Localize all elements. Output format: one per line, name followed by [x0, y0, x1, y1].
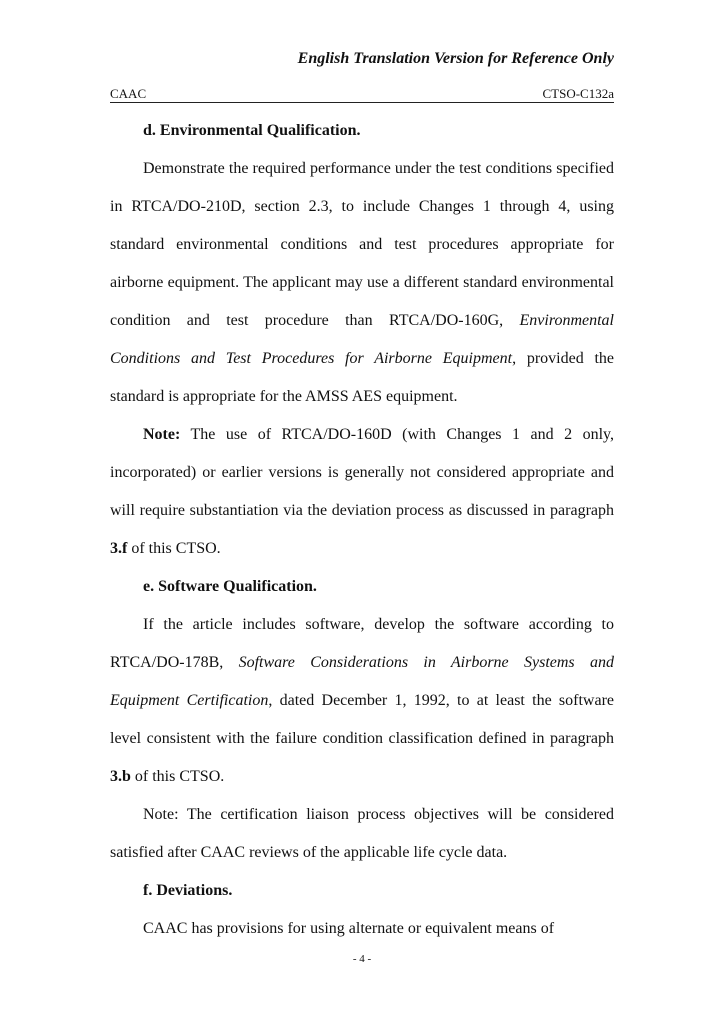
text-run: If the article includes software, develop the software according to RTCA/DO-178B,	[110, 616, 614, 671]
header-doc-id: CTSO-C132a	[542, 86, 614, 101]
text-run: The use of RTCA/DO-160D (with Changes 1 and 2 only, incorporated) or earlier versions is generally not considered appropriate and will require substantiation via the deviation process as discussed in paragraph	[110, 426, 614, 519]
header-org: CAAC	[110, 86, 147, 101]
section-e-heading: e. Software Qualification.	[143, 578, 317, 595]
section-d-heading: d. Environmental Qualification.	[143, 122, 361, 139]
translation-banner: English Translation Version for Reference Only	[297, 50, 614, 67]
document-title-italic: Environmental Conditions and Test Procedures for Airborne Equipment	[110, 312, 614, 367]
text-run: of this CTSO.	[130, 768, 225, 785]
section-f-paragraph: CAAC has provisions for using alternate or equivalent means of	[143, 920, 555, 937]
document-body	[110, 112, 614, 948]
document-title-italic: Software Considerations in Airborne Systems and Equipment Certification	[110, 654, 614, 709]
section-f-heading: f. Deviations.	[143, 882, 233, 899]
paragraph-reference: 3.f	[110, 540, 128, 557]
text-run: Demonstrate the required performance under the test conditions specified in RTCA/DO-210D, section 2.3, to include Changes 1 through 4, using standard environmental conditions and test procedures appropriate for airborne equipment. The applicant may use a different standard environmental condition and test procedure than RTCA/DO-160G,	[110, 160, 614, 329]
section-e-note: Note: The certification liaison process objectives will be considered satisfied after CAAC reviews of the applicable life cycle data.	[110, 806, 614, 861]
header-rule	[110, 102, 614, 103]
note-label: Note:	[143, 426, 181, 443]
section-d-note	[110, 416, 614, 568]
section-e-paragraph	[110, 606, 614, 796]
section-d-paragraph	[110, 150, 614, 416]
text-run: of this CTSO.	[127, 540, 221, 557]
text-run: , dated December 1, 1992, to at least the software level consistent with the failure condition classification defined in paragraph	[110, 692, 615, 747]
text-run: , provided the standard is appropriate for the AMSS AES equipment.	[110, 350, 615, 405]
paragraph-reference: 3.b	[110, 768, 131, 785]
page-number: - 4 -	[352, 953, 372, 965]
